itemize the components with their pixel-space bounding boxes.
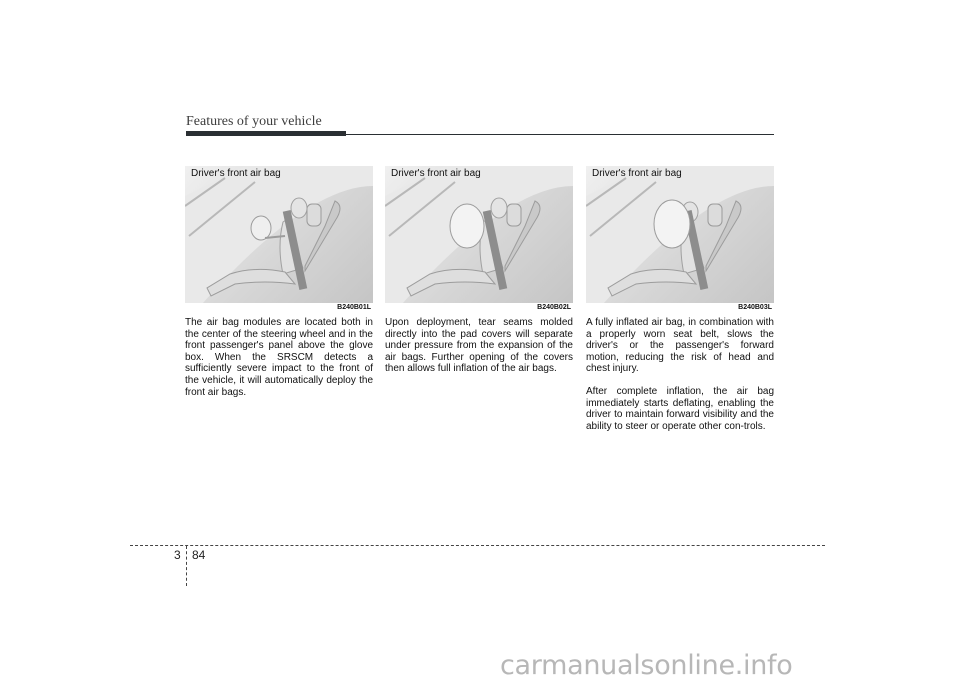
figure-2 xyxy=(385,166,573,312)
header-rule-thin xyxy=(346,134,774,135)
footer-rule xyxy=(130,545,825,546)
figure-code: B240B02L xyxy=(537,304,571,311)
figure-caption: Driver's front air bag xyxy=(592,168,682,179)
airbag-illustration-deploying-icon xyxy=(385,166,573,312)
watermark: carmanualsonline.info xyxy=(500,650,793,681)
header-rule-thick xyxy=(186,131,346,136)
body-paragraph: A fully inflated air bag, in combination with a properly worn seat belt, slows the driver's or the passenger's forward motion, reducing the risk of head and chest injury. xyxy=(586,317,774,375)
body-paragraph: After complete inflation, the air bag immediately starts deflating, enabling the driver to maintain forward visibility and the ability to steer or operate other con-trols. xyxy=(586,386,774,432)
figure-1 xyxy=(185,166,373,312)
body-paragraph: Upon deployment, tear seams molded directly into the pad covers will separate under pressure from the expansion of the air bags. Further opening of the covers then allows full inflation of the air bags. xyxy=(385,317,573,375)
figure-caption: Driver's front air bag xyxy=(191,168,281,179)
figure-caption: Driver's front air bag xyxy=(391,168,481,179)
footer-divider xyxy=(186,546,187,586)
figure-code: B240B01L xyxy=(337,304,371,311)
page-number: 84 xyxy=(192,548,206,562)
airbag-illustration-inflated-icon xyxy=(586,166,774,312)
body-paragraph: The air bag modules are located both in the center of the steering wheel and in the front passenger's panel above the glove box. When the SRSCM detects a sufficiently severe impact to the front of the vehicle, it will automatically deploy the front air bags. xyxy=(185,317,373,398)
figure-code: B240B03L xyxy=(738,304,772,311)
chapter-number: 3 xyxy=(174,548,181,562)
airbag-illustration-stowed-icon xyxy=(185,166,373,312)
figure-3 xyxy=(586,166,774,312)
page-header-title: Features of your vehicle xyxy=(186,114,322,129)
